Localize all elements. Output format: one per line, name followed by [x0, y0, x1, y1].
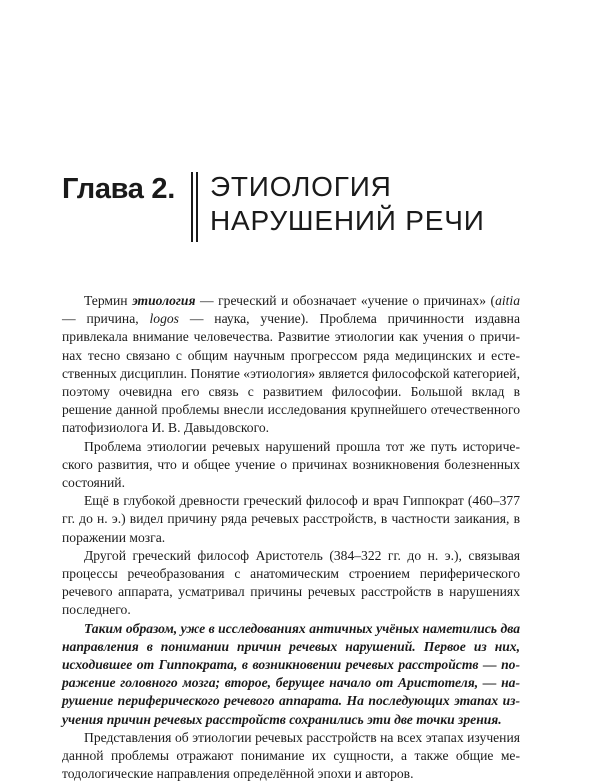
p1-text-a: Термин: [84, 293, 133, 308]
term-logos: logos: [149, 311, 179, 327]
p1-text-b: — греческий и обозначает «учение о причинах» (: [195, 293, 496, 308]
chapter-number: Глава 2.: [62, 173, 175, 205]
paragraph-4: Другой греческий философ Аристотель (384–322 гг. до н. э.), связывая процессы речеобразования с анатомическим строением периферического речевого аппарата, усматривал причины речевых расстройств в нарушениях последнего.: [62, 547, 520, 618]
chapter-title-line-1: ЭТИОЛОГИЯ: [209, 171, 392, 202]
paragraph-5-emphasis: Таким образом, уже в исследованиях античных учёных наметились два направления в понимании причин речевых нарушений. Первое из них, исходившее от Гиппократа, в возникновении речевых расстройств — поражение головного мозга; второе, берущее начало от Аристотеля, — нарушение периферического речевого аппарата. На последующих этапах изучения причин речевых расстройств сохранились эти две точки зрения.: [62, 620, 520, 727]
paragraph-6: Представления об этиологии речевых расстройств на всех этапах изучения данной проблемы отражают понимание их сущности, а также общие методологические направления определённой эпохи и авторов.: [62, 729, 520, 782]
paragraph-2: Проблема этиологии речевых нарушений прошла тот же путь исторического развития, что и общее учение о причинах возникновения болезненных состояний.: [62, 438, 520, 491]
chapter-body: [62, 292, 520, 783]
paragraph-1: [62, 292, 520, 438]
chapter-divider: [191, 172, 198, 242]
chapter-title: [210, 170, 485, 238]
p1-text-c: — причина,: [62, 311, 150, 327]
term-etiology: этиология: [132, 293, 196, 308]
chapter-heading: [62, 170, 485, 242]
chapter-title-line-2: НАРУШЕНИЙ РЕЧИ: [209, 205, 485, 236]
paragraph-3: Ещё в глубокой древности греческий философ и врач Гиппократ (460–377 гг. до н. э.) видел причину ряда речевых расстройств, в частности заикания, в поражении мозга.: [62, 493, 520, 545]
p1-text-d: — наука, учение). Проблема причинности издавна привлекала внимание человечества. Развитие этиологии как учения о причинах тесно связано с общим научным прогрессом ряда медицинских и естественных дисциплин. Понятие «этиология» является философской категорией, поэтому очевидна его связь с развитием философии. Большой вклад в решение данной проблемы внесли исследования крупнейшего отечественного патофизиолога И. В. Давыдовского.: [62, 311, 520, 436]
term-aitia: aitia: [495, 293, 520, 308]
